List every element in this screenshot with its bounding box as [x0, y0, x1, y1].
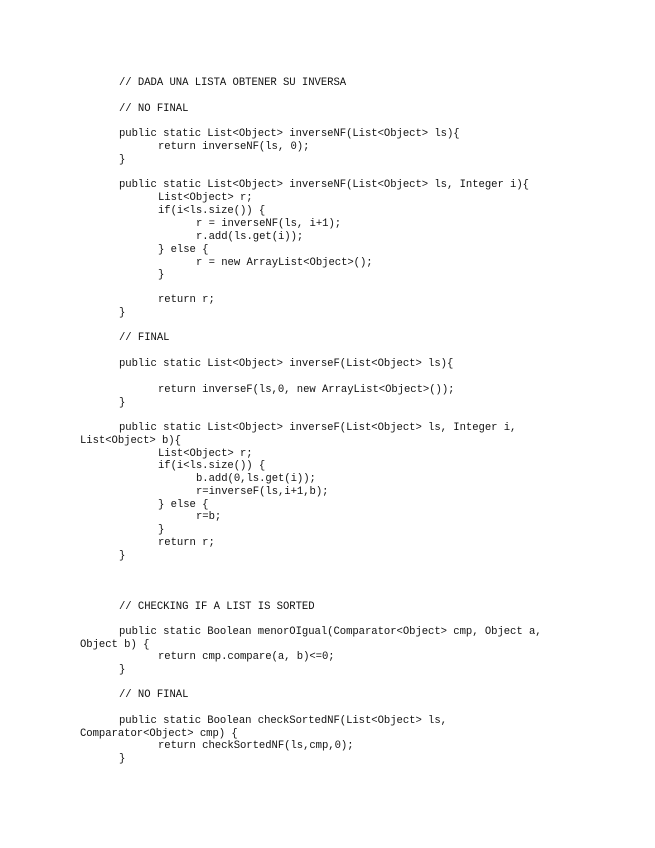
comment-line: // NO FINAL [119, 689, 189, 701]
comment-line: // DADA UNA LISTA OBTENER SU INVERSA [119, 77, 347, 89]
code-line: b.add(0,ls.get(i)); [196, 473, 316, 485]
code-line: if(i<ls.size()) { [158, 205, 266, 217]
code-line: List<Object> r; [158, 192, 253, 204]
comment-line: // CHECKING IF A LIST IS SORTED [119, 601, 315, 613]
code-line: r=inverseF(ls,i+1,b); [196, 486, 329, 498]
code-line: r.add(ls.get(i)); [196, 231, 304, 243]
method-signature: public static List<Object> inverseF(List<Object> ls){ [119, 358, 454, 370]
code-line: } [119, 550, 126, 562]
comment-line: // NO FINAL [119, 103, 189, 115]
code-line: } [119, 397, 126, 409]
code-line: return r; [158, 294, 215, 306]
code-line: return r; [158, 537, 215, 549]
method-signature: public static List<Object> inverseNF(List<Object> ls, Integer i){ [119, 179, 529, 191]
method-signature: public static List<Object> inverseNF(List<Object> ls){ [119, 128, 460, 140]
method-signature-continued: List<Object> b){ [80, 435, 181, 447]
code-line: } [158, 269, 165, 281]
method-signature: public static Boolean checkSortedNF(List<Object> ls, [119, 715, 447, 727]
code-line: return cmp.compare(a, b)<=0; [158, 651, 335, 663]
method-signature-continued: Comparator<Object> cmp) { [80, 728, 238, 740]
code-line: } [119, 753, 126, 765]
code-line: r = inverseNF(ls, i+1); [196, 218, 342, 230]
code-line: } [119, 154, 126, 166]
code-line: } else { [158, 244, 209, 256]
method-signature: public static List<Object> inverseF(List<Object> ls, Integer i, [119, 422, 517, 434]
code-line: } else { [158, 499, 209, 511]
comment-line: // FINAL [119, 332, 170, 344]
code-line: r = new ArrayList<Object>(); [196, 257, 373, 269]
code-line: List<Object> r; [158, 448, 253, 460]
code-line: } [119, 664, 126, 676]
code-line: return inverseNF(ls, 0); [158, 141, 310, 153]
method-signature: public static Boolean menorOIgual(Comparator<Object> cmp, Object a, [119, 626, 542, 638]
code-line: r=b; [196, 511, 222, 523]
code-line: return checkSortedNF(ls,cmp,0); [158, 740, 354, 752]
code-line: } [158, 524, 165, 536]
method-signature-continued: Object b) { [80, 639, 150, 651]
code-line: if(i<ls.size()) { [158, 460, 266, 472]
code-line: return inverseF(ls,0, new ArrayList<Object>()); [158, 384, 455, 396]
code-line: } [119, 307, 126, 319]
